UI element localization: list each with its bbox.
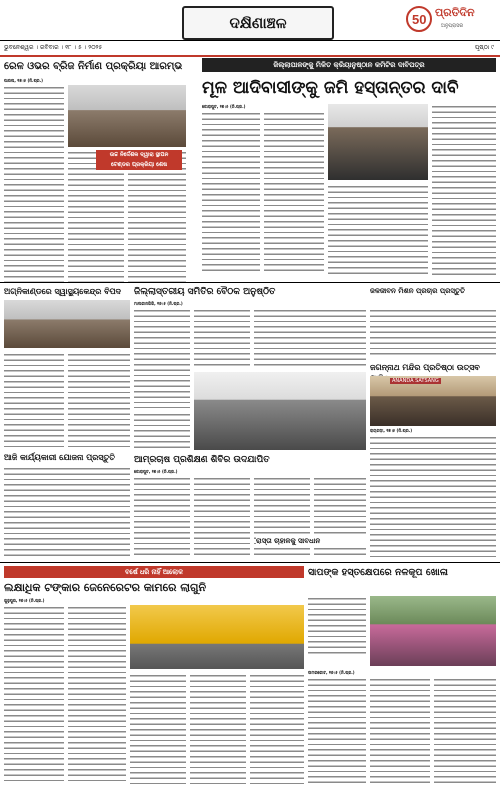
mango-body-col1 [134, 476, 190, 558]
land-dateline: କୋରାପୁଟ, ୧୭।୫ (ନି.ପ୍ର.) [202, 104, 246, 109]
temple-dateline: ରାୟଗଡ଼ା, ୧୭।୫ (ନି.ପ୍ର.) [370, 428, 413, 433]
bridge-side-headline: ଆଜି କାର୍ଯ୍ୟକାରୀ ଯୋଜନା ପ୍ରସ୍ତୁତି [4, 453, 115, 462]
temple-photo [370, 376, 496, 426]
generator-body-col4 [190, 673, 246, 784]
meeting-body-col1 [134, 308, 190, 408]
rail-photo [68, 85, 186, 147]
land-photo [328, 104, 428, 180]
snake-body-col1 [308, 596, 366, 656]
generator-body-col5 [250, 673, 304, 784]
land-body-col3 [328, 184, 428, 275]
meeting-headline: ଜିଲ୍ଲାସ୍ତରୀୟ ସମିତିର ବୈଠକ ଅନୁଷ୍ଠିତ [134, 287, 276, 297]
meeting-photo [194, 372, 366, 450]
land-kicker: ଜିଲ୍ଲାପାଳଙ୍କୁ ମିଳିତ କ୍ରିୟାନୁଷ୍ଠାନ କମିଟିର ଦାବିପତ୍ର [202, 58, 496, 72]
meeting-body-col2 [194, 308, 250, 368]
highlight-line2: ଟେଣ୍ଡର ପ୍ରକ୍ରିୟା ଶେଷ [110, 162, 167, 168]
generator-body-col3 [130, 673, 186, 784]
rail-headline: ରେଳ ଓଭର ବ୍ରିଜ ନିର୍ମାଣ ପ୍ରକ୍ରିୟା ଆରମ୍ଭ [4, 61, 183, 72]
temple-body [370, 435, 496, 558]
years-badge: 50 [412, 12, 427, 27]
rail-body-col2 [68, 150, 124, 285]
road-headline: ରାସ୍ତା ଚାହାଳକୁ ସାବଧାନ [256, 536, 366, 546]
generator-body-col2 [68, 605, 126, 784]
generator-dateline: ଗୁନୁପୁର, ୧୭।୫ (ନି.ପ୍ର.) [4, 598, 45, 603]
generator-kicker: ବର୍ଷେ ଧରି ନାହିଁ ଆଲୋକ [4, 566, 304, 578]
generator-photo [130, 605, 304, 669]
section-title: ଦକ୍ଷିଣାଞ୍ଚଳ [182, 6, 334, 40]
snake-body-col4 [434, 677, 496, 784]
meeting-body-col3 [254, 308, 366, 368]
dateline-page: ପୃଷ୍ଠା ୯ [474, 44, 494, 51]
dateline-bar [0, 40, 500, 57]
fire-body-col1 [4, 352, 64, 448]
highlight-box [96, 150, 182, 170]
brand-name: ପ୍ରତିଦିନ [435, 6, 475, 19]
mango-headline: ଆମ୍ରଚାଷ ପ୍ରଶିକ୍ଷଣ ଶିବିର ଉଦଯାପିତ [134, 455, 270, 465]
snake-headline: ସାପଙ୍କ ହସ୍ତକ୍ଷେପରେ ନଳକୂପ ଖୋଳା [308, 567, 448, 578]
rail-body-col1 [4, 85, 64, 285]
jal-headline: ଜଳଜୀବନ ମିଶନ ପ୍ରଚାର ପ୍ରସ୍ତୁତି [370, 287, 465, 295]
rail-dateline: ପାରଳା, ୧୭।୫ (ନି.ପ୍ର.) [4, 78, 43, 83]
snake-photo [370, 596, 496, 666]
section-divider-1 [0, 282, 500, 283]
snake-body-col3 [370, 677, 430, 784]
temple-headline: ଜଗନ୍ନାଥ ମନ୍ଦିର ପ୍ରତିଷ୍ଠା ଉତ୍ସବ [370, 363, 480, 372]
rail-body-col3 [128, 150, 186, 285]
mango-dateline: କୋରାପୁଟ, ୧୭।୫ (ନି.ପ୍ର.) [134, 469, 178, 474]
meeting-dateline: ମାଲକାନଗିରି, ୧୭।୫ (ନି.ପ୍ର.) [134, 301, 183, 306]
jal-body [370, 308, 496, 358]
meeting-body-col4 [134, 412, 190, 450]
bridge-side-body [4, 466, 130, 558]
land-body-col2 [264, 111, 324, 275]
mango-body-col2 [194, 476, 250, 558]
fire-headline: ଅଗ୍ନିକାଣ୍ଡରେ ସ୍ୱାସ୍ଥ୍ୟକେନ୍ଦ୍ର ବିପଦ [4, 287, 122, 296]
snake-dateline: ଉମରକୋଟ, ୧୭।୫ (ନି.ପ୍ର.) [308, 670, 355, 675]
generator-body-col1 [4, 605, 64, 784]
section-divider-2 [0, 562, 500, 563]
temple-banner: ANANDA SATSANG [392, 378, 439, 384]
generator-headline: ଲକ୍ଷାଧିକ ଟଙ୍କାର ଜେନେରେଟର କାମରେ ଲାଗୁନି [4, 581, 207, 594]
snake-body-col2 [308, 677, 366, 784]
brand-logo [405, 4, 497, 34]
land-headline: ମୂଳ ଆଦିବାସୀଙ୍କୁ ଜମି ହସ୍ତାନ୍ତର ଦାବି [202, 78, 459, 98]
dateline-left: ଭୁବନେଶ୍ୱର । ରବିବାର । ୧୮ । ୫ । ୨୦୨୫ [4, 44, 103, 51]
fire-photo [4, 300, 130, 348]
brand-tagline: ଅନୁପ୍ରାସର [441, 23, 464, 29]
fire-body-col2 [68, 352, 130, 448]
land-body-col1 [202, 111, 260, 275]
highlight-line1: ଉଚ୍ଚ ନିର୍ଦ୍ଦେଶକ ଦ୍ୱାରା ସ୍ଥାପନ [109, 152, 169, 158]
land-body-col4 [432, 104, 496, 275]
